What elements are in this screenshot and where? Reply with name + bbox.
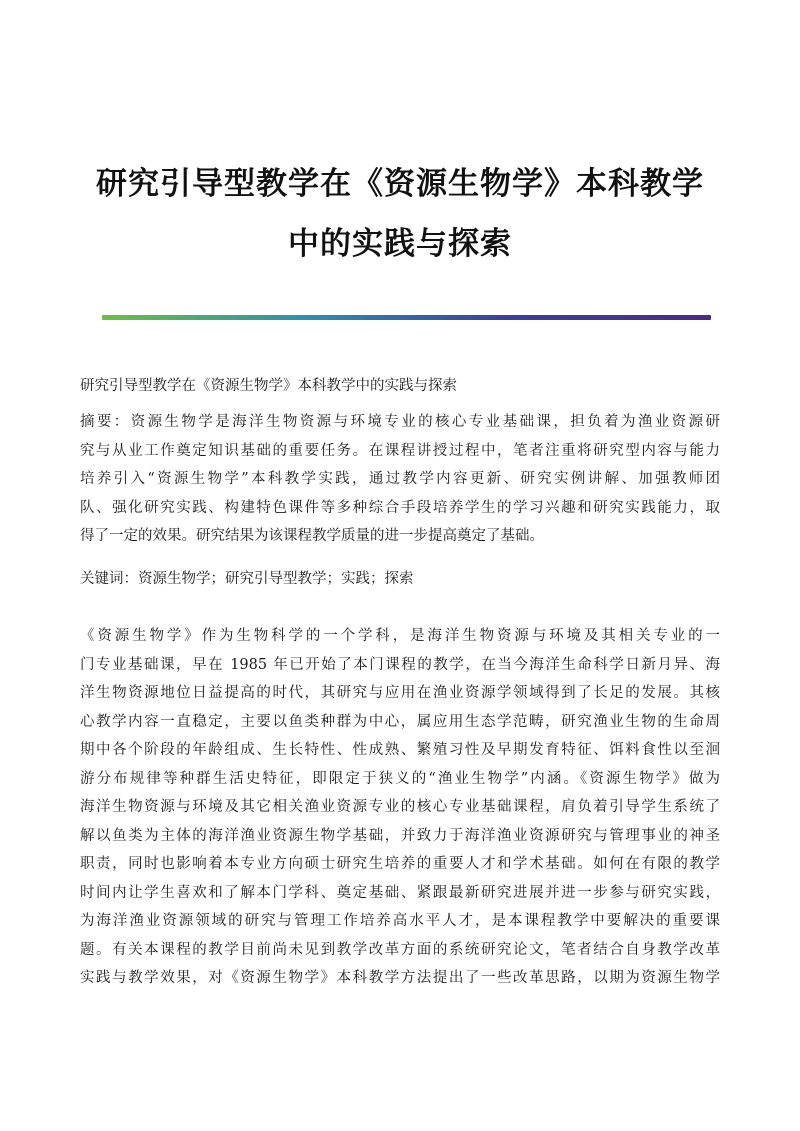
abstract-line: 摘要：资源生物学是海洋生物资源与环境专业的核心专业基础课，担负着为渔业资源研: [80, 414, 720, 430]
body-line: 门专业基础课，早在 1985 年已开始了本门课程的教学，在当今海洋生命科学日新月异、海: [80, 656, 720, 673]
abstract-line: 培养引入“资源生物学”本科教学实践，通过教学内容更新、研究实例讲解、加强教师团: [80, 471, 720, 487]
body-line: 心教学内容一直稳定，主要以鱼类种群为中心，属应用生态学范畴，研究渔业生物的生命周: [80, 713, 720, 730]
abstract-section: [80, 408, 720, 551]
body-line: 海洋生物资源与环境及其它相关渔业资源专业的核心专业基础课程，肩负着引导学生系统了: [80, 799, 720, 815]
subtitle-text: 研究引导型教学在《资源生物学》本科教学中的实践与探索: [80, 378, 457, 394]
body-line: 洋生物资源地位日益提高的时代，其研究与应用在渔业资源学领域得到了长足的发展。其核: [80, 685, 720, 701]
body-line: 游分布规律等种群生活史特征，即限定于狭义的“渔业生物学”内涵。《资源生物学》做为: [80, 770, 720, 787]
body-line: 时间内让学生喜欢和了解本门学科、奠定基础、紧跟最新研究进展并进一步参与研究实践，: [80, 884, 720, 901]
body-line: 职责，同时也影响着本专业方向硕士研究生培养的重要人才和学术基础。如何在有限的教学: [80, 856, 720, 872]
document-title-line-2: 中的实践与探索: [288, 226, 512, 262]
body-line: 为海洋渔业资源领域的研究与管理工作培养高水平人才，是本课程教学中要解决的重要课: [80, 913, 720, 929]
body-line: 期中各个阶段的年龄组成、生长特性、性成熟、繁殖习性及早期发育特征、饵料食性以至洄: [80, 742, 720, 758]
body-line: 解以鱼类为主体的海洋渔业资源生物学基础，并致力于海洋渔业资源研究与管理事业的神圣: [80, 827, 720, 844]
abstract-line: 得了一定的效果。研究结果为该课程教学质量的进一步提高奠定了基础。: [80, 528, 544, 544]
keywords-section: [80, 565, 720, 594]
title-divider: [102, 315, 711, 320]
document-title-line-1: 研究引导型教学在《资源生物学》本科教学: [96, 166, 704, 202]
abstract-line: 究与从业工作奠定知识基础的重要任务。在课程讲授过程中，笔者注重将研究型内容与能力: [80, 442, 720, 459]
abstract-line: 队、强化研究实践、构建特色课件等多种综合手段培养学生的学习兴趣和研究实践能力，取: [80, 499, 720, 516]
body-line: 题。有关本课程的教学目前尚未见到教学改革方面的系统研究论文，笔者结合自身教学改革: [80, 941, 720, 958]
body-line: 《资源生物学》作为生物科学的一个学科，是海洋生物资源与环境及其相关专业的一: [80, 628, 720, 644]
body-line: 实践与教学效果，对《资源生物学》本科教学方法提出了一些改革思路，以期为资源生物学: [80, 970, 720, 986]
article-subtitle: [80, 372, 720, 401]
body-paragraph: [80, 622, 720, 993]
keywords-text: 关键词：资源生物学；研究引导型教学；实践；探索: [80, 571, 414, 587]
